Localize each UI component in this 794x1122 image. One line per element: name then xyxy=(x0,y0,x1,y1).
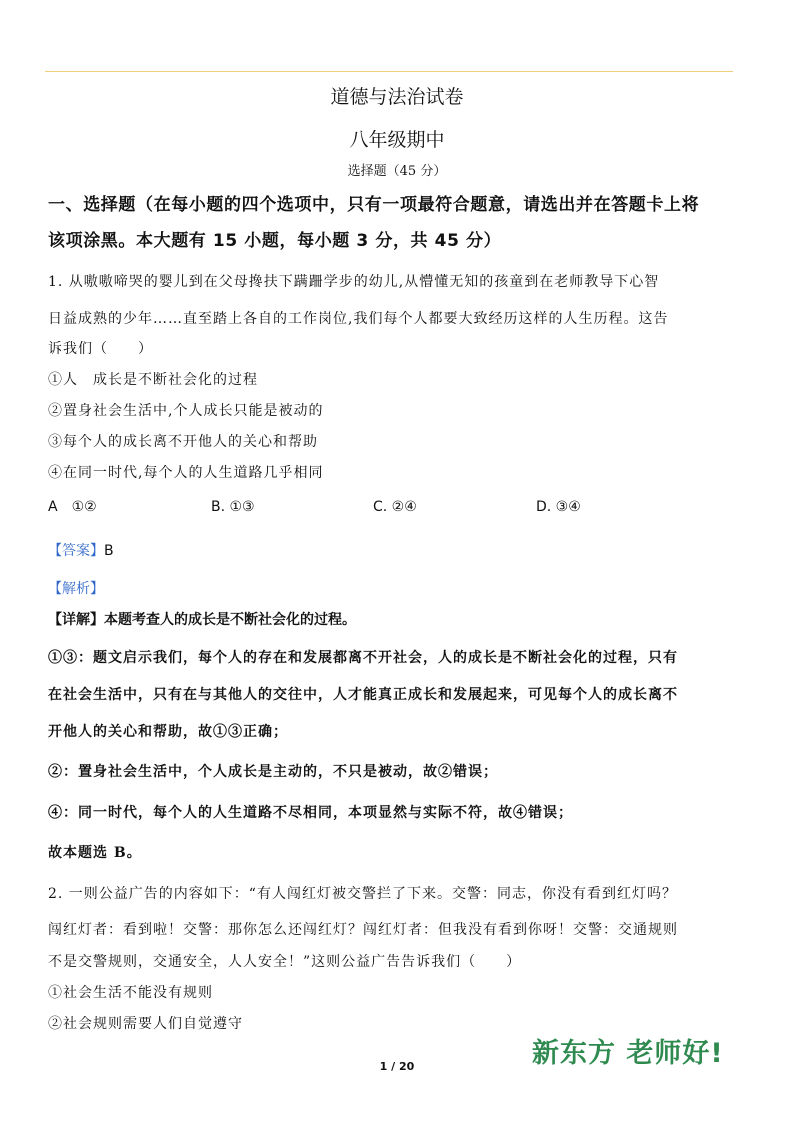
q1-item-2: ②置身社会生活中,个人成长只能是被动的 xyxy=(48,403,324,419)
q1-explanation-line-1: ①③：题文启示我们，每个人的存在和发展都离不开社会，人的成长是不断社会化的过程，只有 xyxy=(48,650,678,666)
brand-watermark: 新东方 老师好! xyxy=(532,1038,724,1069)
q1-item-1: ①人 成长是不断社会化的过程 xyxy=(48,372,258,388)
q1-item-3: ③每个人的成长离不开他人的关心和帮助 xyxy=(48,434,318,450)
q2-item-2: ②社会规则需要人们自觉遵守 xyxy=(48,1016,243,1032)
q1-item-4: ④在同一时代,每个人的人生道路几乎相同 xyxy=(48,465,324,481)
page-number: 1 / 20 xyxy=(379,1060,415,1073)
q2-item-1: ①社会生活不能没有规则 xyxy=(48,985,213,1001)
page-title: 道德与法治试卷 xyxy=(330,86,464,108)
q1-detail xyxy=(48,610,754,630)
answer-value: B xyxy=(104,543,114,559)
q2-stem-line-1: 2. 一则公益广告的内容如下：“有人闯红灯被交警拦了下来。交警：同志，你没有看到红灯吗？ xyxy=(48,886,677,902)
q1-option-d: D. ③④ xyxy=(536,499,581,515)
section-heading-line-1: 一、选择题（在每小题的四个选项中，只有一项最符合题意，请选出并在答题卡上将 xyxy=(48,195,700,215)
q2-stem-line-3: 不是交警规则，交通安全，人人安全！”这则公益广告告诉我们（ ） xyxy=(48,954,522,970)
q1-stem-line-3: 诉我们（ ） xyxy=(48,341,153,357)
q2-stem-line-2: 闯红灯者：看到啦！交警：那你怎么还闯红灯？闯红灯者：但我没有看到你呀！交警：交通规则 xyxy=(48,922,678,938)
analysis-label: 【解析】 xyxy=(48,581,104,597)
q1-explanation-line-5: ④：同一时代，每个人的人生道路不尽相同，本项显然与实际不符，故④错误； xyxy=(48,805,573,821)
section-heading-line-2: 该项涂黑。本大题有 15 小题，每小题 3 分，共 45 分） xyxy=(48,231,502,251)
q1-stem-line-2: 日益成熟的少年……直至踏上各自的工作岗位,我们每个人都要大致经历这样的人生历程。这告 xyxy=(48,311,669,327)
header-rule xyxy=(45,71,733,72)
answer-label: 【答案】 xyxy=(48,543,104,559)
detail-text: 本题考查人的成长是不断社会化的过程。 xyxy=(104,612,356,628)
q1-stem-line-1: 1. 从嗷嗷啼哭的婴儿到在父母搀扶下蹒跚学步的幼儿,从懵懂无知的孩童到在老师教导下心智 xyxy=(48,274,660,290)
detail-label: 【详解】 xyxy=(48,612,104,628)
q1-explanation-line-2: 在社会生活中，只有在与其他人的交往中，人才能真正成长和发展起来，可见每个人的成长离不 xyxy=(48,687,678,703)
q1-explanation-line-4: ②：置身社会生活中，个人成长是主动的，不只是被动，故②错误； xyxy=(48,764,498,780)
q1-option-b: B. ①③ xyxy=(211,499,255,515)
q1-option-c: C. ②④ xyxy=(373,499,417,515)
page-subtitle: 八年级期中 xyxy=(349,129,445,151)
q1-answer xyxy=(48,541,754,561)
q1-option-a: A ①② xyxy=(48,499,97,515)
section-meta: 选择题（45 分） xyxy=(347,164,447,179)
q1-explanation-line-3: 开他人的关心和帮助，故①③正确； xyxy=(48,724,288,740)
q1-explanation-line-6: 故本题选 B。 xyxy=(48,845,142,861)
